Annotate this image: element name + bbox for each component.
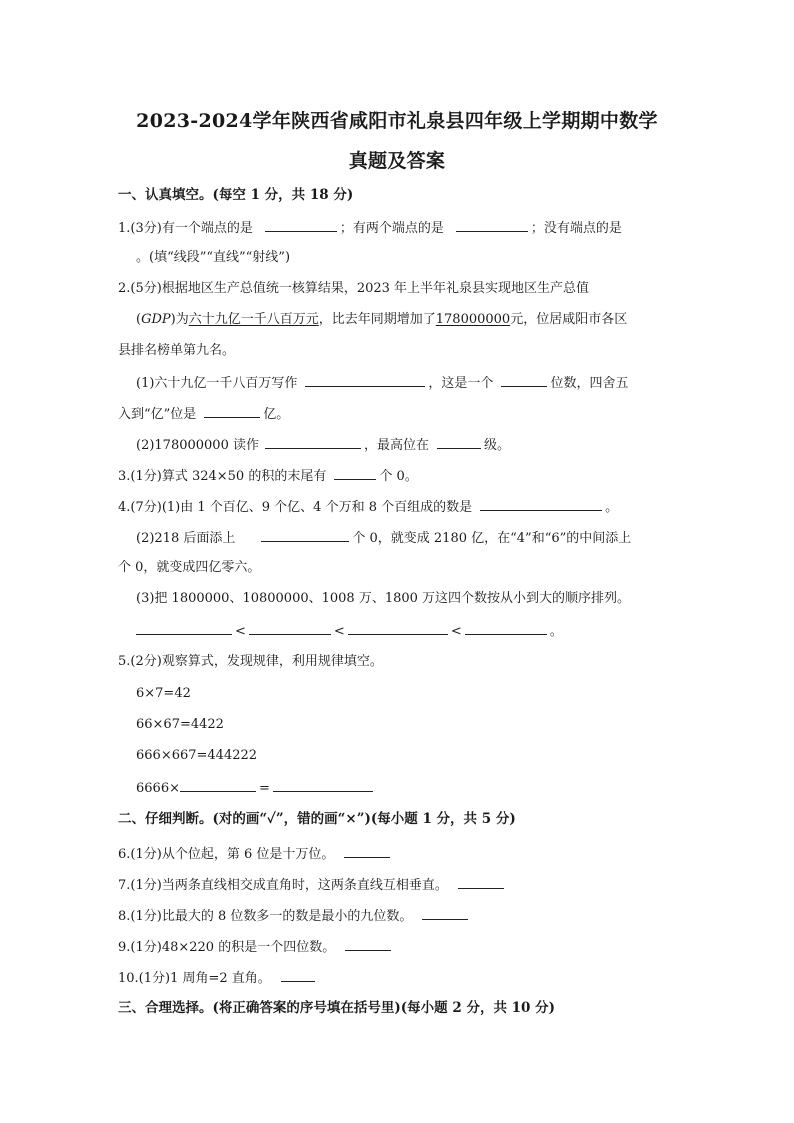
q1-blank-2[interactable]: [456, 219, 528, 232]
section-2-heading: 二、仔细判断。(对的画“✓”，错的画“×”)(每小题 1 分，共 5 分): [118, 811, 516, 827]
q2-s1-text-c: 位数，四舍五: [550, 376, 629, 391]
q2-s2-blank-2[interactable]: [437, 436, 481, 449]
less-than-3: <: [450, 624, 462, 639]
q1-hint: 。(填“线段”“直线”“射线”): [136, 250, 291, 265]
judge-item-8: [118, 907, 471, 925]
judge-text-9: 9.(1分)48×220 的积是一个四位数。: [118, 940, 336, 955]
q2-s1-text-e: 亿。: [263, 407, 290, 422]
q4-text-d: 个 0，就变成 2180 亿，在“4”和“6”的中间添上: [352, 531, 632, 546]
question-5: 5.(2分)观察算式，发现规律，利用规律填空。: [118, 654, 383, 669]
q1-blank-1[interactable]: [265, 219, 337, 232]
q5-e4-text-a: 6666×: [136, 781, 180, 796]
q2-sub-2: [136, 436, 510, 454]
question-3: [118, 467, 418, 485]
judge-item-6: [118, 845, 393, 863]
judge-blank-6[interactable]: [344, 845, 390, 858]
q2-s1-blank-1[interactable]: [305, 374, 425, 387]
q2-line-2: [136, 312, 627, 328]
q5-blank-1[interactable]: [180, 779, 256, 792]
q2-s1-text-b: ，这是一个: [428, 376, 494, 391]
section-3-heading: 三、合理选择。(将正确答案的序号填在括号里)(每小题 2 分，共 10 分): [118, 1000, 556, 1016]
judge-item-9: [118, 938, 394, 956]
q4-blank-2[interactable]: [261, 529, 349, 542]
q4-order-blank-2[interactable]: [249, 622, 331, 635]
less-than-1: <: [235, 624, 246, 639]
q2-s2-text-b: ，最高位在: [364, 438, 430, 453]
q1-text-b: ；有两个端点的是: [339, 221, 444, 236]
question-1: [118, 219, 622, 237]
q5-equation-3: 666×667=444222: [136, 748, 258, 763]
q3-text-b: 个 0。: [379, 469, 418, 484]
question-4: [118, 498, 618, 516]
q2-text-e: ，比去年同期增加了: [318, 312, 436, 327]
q5-equation-1: 6×7=42: [136, 686, 191, 701]
q5-blank-2[interactable]: [273, 779, 373, 792]
judge-text-7: 7.(1分)当两条直线相交成直角时，这两条直线互相垂直。: [118, 878, 448, 893]
q3-blank[interactable]: [334, 467, 376, 480]
q4-text-b: 。: [605, 500, 619, 515]
q1-text-a: 1.(3分)有一个端点的是: [118, 221, 253, 236]
title-line-1: 2023-2024学年陕西省咸阳市礼泉县四年级上学期期中数学: [136, 110, 658, 132]
q2-text-c: )为: [170, 312, 189, 327]
q2-gdp: GDP: [141, 312, 171, 327]
less-than-2: <: [333, 624, 345, 639]
q4-order-blank-4[interactable]: [465, 622, 547, 635]
q4-blank-1[interactable]: [480, 498, 602, 511]
q2-line-3: 县排名榜单第九名。: [118, 343, 236, 358]
q2-s1-text-a: (1)六十九亿一千八百万写作: [136, 376, 298, 391]
q2-underlined-amount: 六十九亿一千八百万元: [188, 312, 319, 327]
judge-blank-7[interactable]: [458, 876, 504, 889]
judge-text-8: 8.(1分)比最大的 8 位数多一的数是最小的九位数。: [118, 909, 413, 924]
q4-ordering-row: [136, 622, 563, 640]
q2-s2-blank-1[interactable]: [265, 436, 361, 449]
q4-sub-3: (3)把 1800000、10800000、1008 万、1800 万这四个数按从小到大的顺序排列。: [136, 591, 631, 606]
q2-sub-1: [136, 374, 628, 392]
q4-order-blank-3[interactable]: [348, 622, 448, 635]
q3-text-a: 3.(1分)算式 324×50 的积的末尾有: [118, 469, 327, 484]
judge-item-7: [118, 876, 507, 894]
q2-s1-text-d: 入到“亿”位是: [118, 407, 197, 422]
q2-s2-text-a: (2)178000000 读作: [136, 438, 259, 453]
q1-text-c: ；没有端点的是: [530, 221, 622, 236]
judge-blank-8[interactable]: [422, 907, 468, 920]
q2-s1-blank-2[interactable]: [501, 374, 547, 387]
q2-line-1: 2.(5分)根据地区生产总值统一核算结果，2023 年上半年礼泉县实现地区生产总值: [118, 281, 590, 296]
q4-text-a: 4.(7分)(1)由 1 个百亿、9 个亿、4 个万和 8 个百组成的数是: [118, 500, 473, 515]
q2-s1-blank-3[interactable]: [204, 405, 260, 418]
title-line-2: 真题及答案: [348, 150, 446, 172]
judge-blank-10[interactable]: [281, 969, 315, 982]
q5-equation-4: [136, 779, 376, 797]
q2-underlined-increase: 178000000: [435, 312, 511, 327]
q2-text-g: 元，位居咸阳市各区: [510, 312, 628, 327]
judge-blank-9[interactable]: [345, 938, 391, 951]
q2-s2-text-c: 级。: [484, 438, 511, 453]
q4-order-end: 。: [549, 624, 563, 639]
q5-equals: =: [258, 781, 270, 796]
q4-order-blank-1[interactable]: [136, 622, 232, 635]
judge-text-6: 6.(1分)从个位起，第 6 位是十万位。: [118, 847, 335, 862]
q2-paren-open: (: [136, 312, 142, 327]
q4-sub-2-cont: 个 0，就变成四亿零六。: [118, 560, 261, 575]
q4-sub-2: [136, 529, 631, 547]
section-1-heading: 一、认真填空。(每空 1 分，共 18 分): [118, 187, 354, 203]
q4-text-c: (2)218 后面添上: [136, 531, 236, 546]
q2-sub-1-cont: [118, 405, 289, 423]
judge-item-10: [118, 969, 318, 987]
judge-text-10: 10.(1分)1 周角=2 直角。: [118, 971, 271, 986]
q5-equation-2: 66×67=4422: [136, 717, 224, 732]
